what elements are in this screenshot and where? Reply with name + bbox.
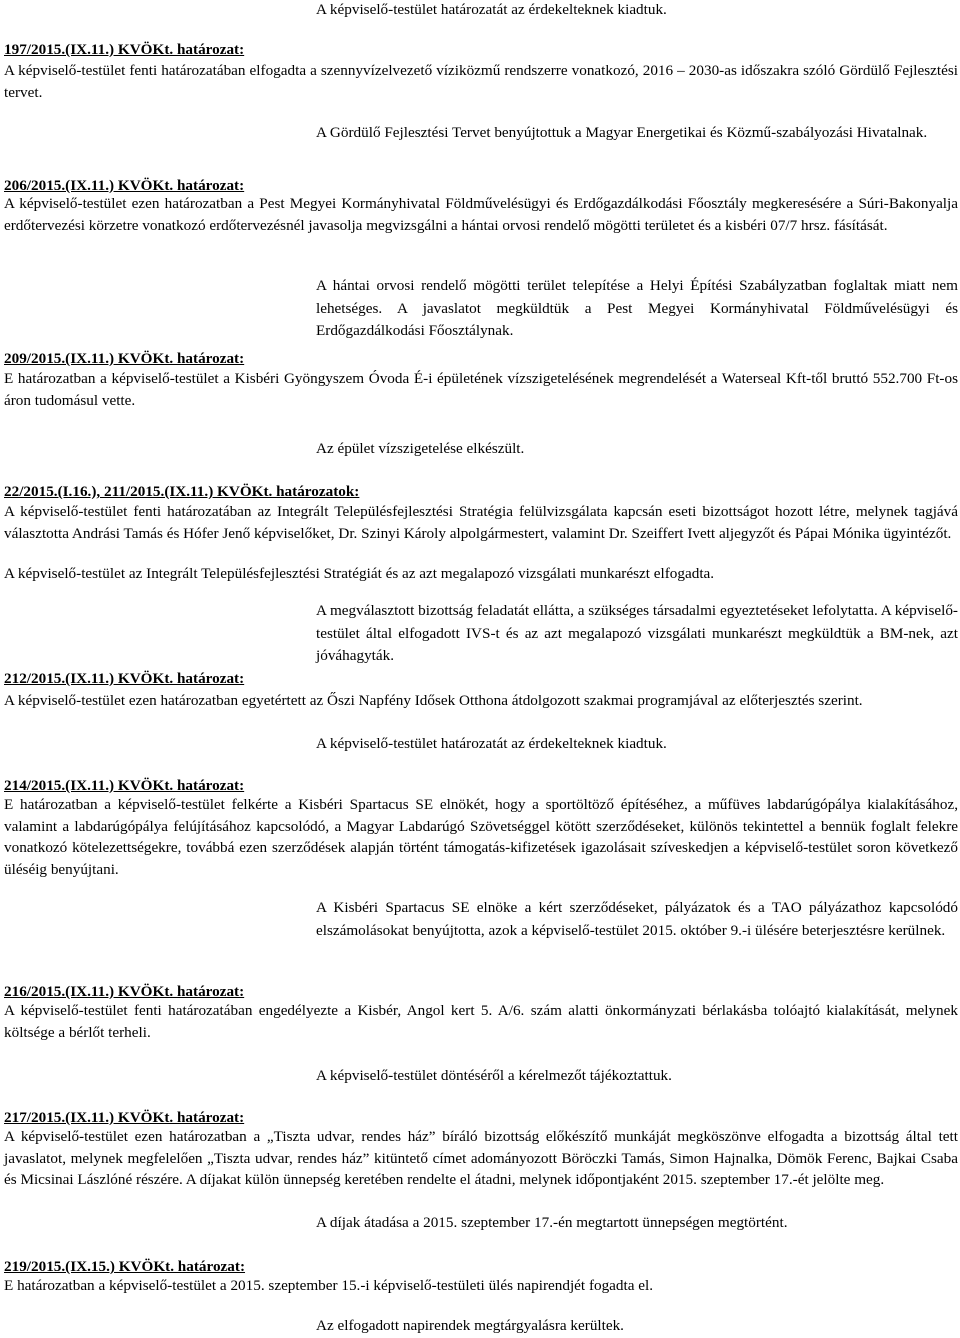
resolution-heading-206: 206/2015.(IX.11.) KVÖKt. határozat: [4, 177, 245, 194]
resolution-heading-214: 214/2015.(IX.11.) KVÖKt. határozat: [4, 777, 245, 794]
resolution-heading-211: 22/2015.(I.16.), 211/2015.(IX.11.) KVÖKt. határozatok: [4, 483, 360, 500]
resolution-text-212: A képviselő-testület ezen határozatban egyetértett az Őszi Napfény Idősek Otthona átdolgozott szakmai programjával az előterjesztés szerint. [4, 692, 863, 709]
resolution-response-212: A képviselő-testület határozatát az érdekelteknek kiadtuk. [316, 735, 667, 752]
resolution-text-217: A képviselő-testület ezen határozatban a „Tiszta udvar, rendes ház” bíráló bizottság előkészítő munkáját megköszönve elfogadta a bizottság által tett javaslatot, melynek megfelelően „Tiszta udvar, rendes ház” kitüntető címet adományozott Böröczki Tamás, Simon Hajnalka, Dömök Ferenc, Bajkai Csaba és Micsinai Lászlóné részére. A díjakat külön ünnepség keretében rendelte el átadni, melynek időpontjaként 2015. szeptember 17.-ét jelölte meg. [4, 1128, 958, 1189]
resolution-response-206: A hántai orvosi rendelő mögötti terület telepítése a Helyi Építési Szabályzatban foglaltak miatt nem lehetséges. A javaslatot megküldtük a Pest Megyei Kormányhivatal Földművelésügyi és Erdőgazdálkodási Főosztálynak. [316, 277, 958, 340]
resolution-text-209: E határozatban a képviselő-testület a Kisbéri Gyöngyszem Óvoda É-i épületének vízszigetelésének megrendelését a Waterseal Kft-től bruttó 552.700 Ft-os áron tudomásul vette. [4, 370, 958, 409]
resolution-response-217: A díjak átadása a 2015. szeptember 17.-én megtartott ünnepségen megtörtént. [316, 1214, 788, 1231]
resolution-response-216: A képviselő-testület döntéséről a kérelmezőt tájékoztattuk. [316, 1067, 672, 1084]
resolution-heading-219: 219/2015.(IX.15.) KVÖKt. határozat: [4, 1258, 246, 1275]
resolution-text-206: A képviselő-testület ezen határozatban a Pest Megyei Kormányhivatal Földművelésügyi és Erdőgazdálkodási Főosztály megkeresésére a Súri-Bakonyalja erdőtervezési körzetre vonatkozó erdőtervezésnél javasolja megvizsgálni a hántai orvosi rendelő mögötti területet és a kisbéri 07/7 hrsz. fásítását. [4, 195, 958, 234]
resolution-text-216: A képviselő-testület fenti határozatában engedélyezte a Kisbér, Angol kert 5. A/6. szám alatti önkormányzati bérlakásba tolóajtó kialakítását, melynek költsége a bérlőt terheli. [4, 1002, 958, 1041]
resolution-text-214: E határozatban a képviselő-testület felkérte a Kisbéri Spartacus SE elnökét, hogy a sportöltöző építéséhez, a műfüves labdarúgópálya kialakításához, valamint a labdarúgópálya felújításához kapcsolódó, a Magyar Labdarúgó Szövetséggel kötött szerződéseket, különös tekintettel a bennük foglalt felekre vonatkozó kötelezettségekre, továbbá ezen szerződések alapján történt támogatás-kifizetések igazolásait szíveskedjen a képviselő-testület soron következő üléséig benyújtani. [4, 796, 958, 878]
top-response: A képviselő-testület határozatát az érdekelteknek kiadtuk. [316, 1, 667, 18]
resolution-heading-209: 209/2015.(IX.11.) KVÖKt. határozat: [4, 350, 245, 367]
resolution-response-214: A Kisbéri Spartacus SE elnöke a kért szerződéseket, pályázatok és a TAO pályázathoz kapcsolódó elszámolásokat benyújtotta, azok a képviselő-testület 2015. október 9.-i ülésére beterjesztésre kerülnek. [316, 899, 958, 939]
resolution-text-197: A képviselő-testület fenti határozatában elfogadta a szennyvízelvezető víziközmű rendszerre vonatkozó, 2016 – 2030-as időszakra szóló Gördülő Fejlesztési tervet. [4, 62, 958, 101]
resolution-text-211: A képviselő-testület fenti határozatában az Integrált Településfejlesztési Stratégia felülvizsgálata kapcsán eseti bizottságot hozott létre, melynek tagjává választotta Andrási Tamás és Hófer Jenő képviselőket, Dr. Szinyi Károly alpolgármestert, valamint Dr. Szeiffert Ivett aljegyzőt és Pápai Mónika ügyintézőt. [4, 503, 958, 542]
resolution-response-211: A megválasztott bizottság feladatát ellátta, a szükséges társadalmi egyeztetéseket lefolytatta. A képviselő-testület által elfogadott IVS-t és az azt megalapozó vizsgálati munkarészt megküldtük a BM-nek, azt jóváhagyták. [316, 602, 958, 665]
resolution-text2-211: A képviselő-testület az Integrált Településfejlesztési Stratégiát és az azt megalapozó vizsgálati munkarészt elfogadta. [4, 565, 715, 582]
resolution-heading-197: 197/2015.(IX.11.) KVÖKt. határozat: [4, 41, 245, 58]
resolution-heading-212: 212/2015.(IX.11.) KVÖKt. határozat: [4, 670, 245, 687]
resolution-text-219: E határozatban a képviselő-testület a 2015. szeptember 15.-i képviselő-testületi ülés napirendjét fogadta el. [4, 1277, 654, 1294]
resolution-heading-216: 216/2015.(IX.11.) KVÖKt. határozat: [4, 983, 245, 1000]
resolution-heading-217: 217/2015.(IX.11.) KVÖKt. határozat: [4, 1109, 245, 1126]
resolution-response-197: A Gördülő Fejlesztési Tervet benyújtottuk a Magyar Energetikai és Közmű-szabályozási Hivatalnak. [316, 124, 928, 141]
resolution-response-219: Az elfogadott napirendek megtárgyalásra kerültek. [316, 1317, 624, 1334]
resolution-response-209: Az épület vízszigetelése elkészült. [316, 440, 525, 457]
